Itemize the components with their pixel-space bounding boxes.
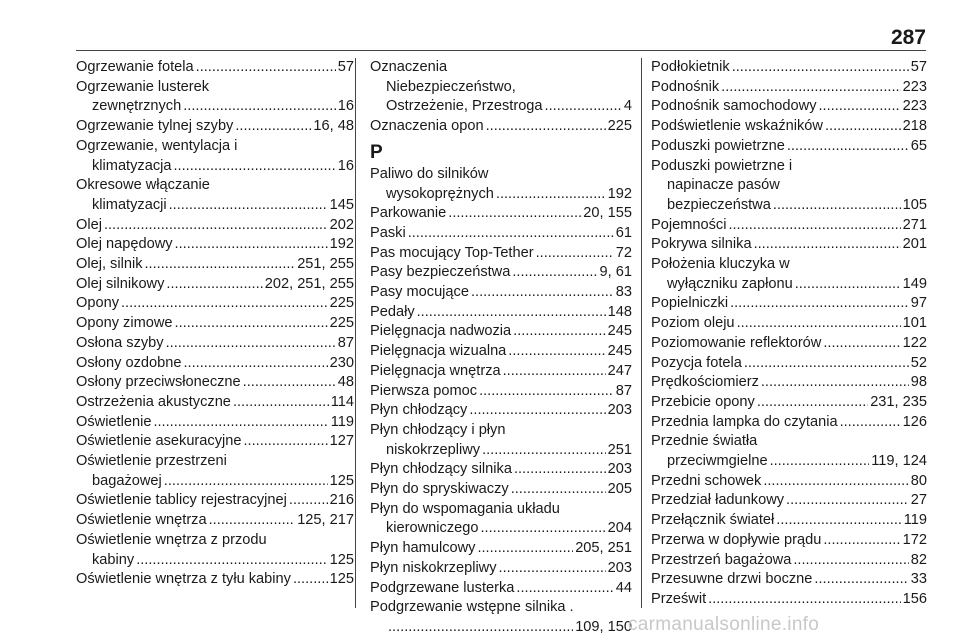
index-entry xyxy=(76,452,354,491)
index-term: Olej napędowy xyxy=(76,236,173,253)
dot-leader xyxy=(469,401,605,421)
page-reference: 9, 61 xyxy=(599,264,632,281)
index-entry xyxy=(651,78,927,98)
page-reference: 172 xyxy=(902,531,927,548)
index-entry xyxy=(651,255,927,294)
dot-leader xyxy=(823,334,900,354)
index-term: Pielęgnacja wizualna xyxy=(370,343,507,360)
index-entry xyxy=(370,224,632,244)
index-term: Przednie światła xyxy=(651,433,758,450)
dot-leader xyxy=(757,393,868,413)
index-term: zewnętrznych xyxy=(92,98,182,115)
page-reference: 119 xyxy=(330,413,354,430)
page-reference: 202, 251, 255 xyxy=(264,275,354,292)
page-reference: 223 xyxy=(902,98,927,115)
dot-leader xyxy=(136,551,327,571)
index-term: Oświetlenie xyxy=(76,413,152,430)
index-entry xyxy=(370,598,632,637)
index-term: Pedały xyxy=(370,303,415,320)
page-reference: 245 xyxy=(607,323,632,340)
dot-leader xyxy=(479,382,614,402)
index-entry xyxy=(370,362,632,382)
dot-leader xyxy=(819,97,901,117)
page-reference: 16 xyxy=(337,98,354,115)
index-term: Ostrzeżenia akustyczne xyxy=(76,393,231,410)
dot-leader xyxy=(121,294,328,314)
index-column-1 xyxy=(76,58,354,614)
index-term: Pasy mocujące xyxy=(370,284,469,301)
index-term: Ogrzewanie lusterek xyxy=(76,78,210,95)
dot-leader xyxy=(728,216,900,236)
index-term: Ogrzewanie tylnej szyby xyxy=(76,118,234,135)
index-entry xyxy=(76,334,354,354)
page-reference: 225 xyxy=(607,118,632,135)
dot-leader xyxy=(289,491,328,511)
index-term: Pierwsza pomoc xyxy=(370,382,478,399)
index-entry xyxy=(76,176,354,215)
dot-leader xyxy=(763,472,908,492)
index-term: niskokrzepliwy xyxy=(386,441,481,458)
page-reference: 52 xyxy=(910,354,927,371)
index-term: Pasy bezpieczeństwa xyxy=(370,264,511,281)
dot-leader xyxy=(786,491,909,511)
page-reference: 97 xyxy=(910,295,927,312)
page-reference: 72 xyxy=(615,244,632,261)
index-term: klimatyzacji xyxy=(92,196,167,213)
header-rule xyxy=(76,50,926,51)
dot-leader xyxy=(737,314,901,334)
dot-leader xyxy=(754,235,901,255)
index-term: Paliwo do silników xyxy=(370,165,489,182)
column-divider xyxy=(641,58,642,608)
page-reference: 4 xyxy=(623,98,632,115)
index-term: Przebicie opony xyxy=(651,393,755,410)
page-reference: 80 xyxy=(910,472,927,489)
index-entry xyxy=(76,413,354,433)
dot-leader xyxy=(773,196,901,216)
index-entry xyxy=(76,255,354,275)
index-entry xyxy=(651,491,927,511)
page-reference: 192 xyxy=(607,185,632,202)
index-term: Pojemności xyxy=(651,216,727,233)
page-reference: 218 xyxy=(902,118,927,135)
index-entry xyxy=(76,275,354,295)
index-term: Płyn do spryskiwaczy xyxy=(370,481,509,498)
dot-leader xyxy=(744,354,909,374)
page-reference: 65 xyxy=(910,137,927,154)
index-term: Podłokietnik xyxy=(651,59,730,75)
index-entry xyxy=(370,579,632,599)
dot-leader xyxy=(104,216,328,236)
index-entry xyxy=(370,500,632,539)
index-entry xyxy=(651,137,927,157)
index-entry xyxy=(651,373,927,393)
index-term: Płyn do wspomagania układu xyxy=(370,500,560,517)
dot-leader xyxy=(511,480,606,500)
index-entry xyxy=(370,460,632,480)
index-term: Oznaczenia xyxy=(370,59,448,75)
index-entry xyxy=(651,590,927,610)
page-reference: 192 xyxy=(329,236,354,253)
dot-leader xyxy=(730,294,909,314)
page-reference: 16, 48 xyxy=(313,118,354,135)
index-entry xyxy=(76,511,354,531)
page-reference: 119 xyxy=(903,512,927,529)
index-entry xyxy=(370,322,632,342)
dot-leader xyxy=(293,570,328,590)
dot-leader xyxy=(183,354,327,374)
index-term: Okresowe włączanie xyxy=(76,177,210,194)
page-reference: 203 xyxy=(607,461,632,478)
index-entry xyxy=(651,157,927,216)
index-term: Przestrzeń bagażowa xyxy=(651,551,792,568)
dot-leader xyxy=(164,472,328,492)
dot-leader xyxy=(480,519,605,539)
dot-leader xyxy=(388,618,573,638)
dot-leader xyxy=(770,452,870,472)
page-reference: 109, 150 xyxy=(575,618,632,635)
index-entry xyxy=(370,263,632,283)
index-term: kabiny xyxy=(92,551,135,568)
page-reference: 148 xyxy=(607,303,632,320)
page-reference: 48 xyxy=(337,374,354,391)
page-reference: 231, 235 xyxy=(870,393,927,410)
index-entry xyxy=(651,314,927,334)
index-term: Ogrzewanie fotela xyxy=(76,59,194,75)
index-term: kierowniczego xyxy=(386,520,479,537)
page-reference: 101 xyxy=(902,315,927,332)
page-reference: 82 xyxy=(910,551,927,568)
index-entry xyxy=(76,373,354,393)
dot-leader xyxy=(503,362,606,382)
page-reference: 57 xyxy=(337,59,354,75)
page-reference: 223 xyxy=(902,78,927,95)
page-reference: 145 xyxy=(329,196,354,213)
page-reference: 16 xyxy=(337,157,354,174)
dot-leader xyxy=(793,551,908,571)
page-number: 287 xyxy=(890,26,926,49)
dot-leader xyxy=(795,275,901,295)
index-term: klimatyzacja xyxy=(92,157,172,174)
index-entry xyxy=(651,294,927,314)
index-term: Oświetlenie wnętrza xyxy=(76,512,207,529)
dot-leader xyxy=(761,373,909,393)
index-term: Położenia kluczyka w xyxy=(651,256,790,273)
index-entry xyxy=(370,165,632,204)
dot-leader xyxy=(512,263,597,283)
page-reference: 126 xyxy=(902,413,927,430)
index-entry xyxy=(76,137,354,176)
dot-leader xyxy=(823,531,900,551)
index-entry xyxy=(76,216,354,236)
index-term: Pozycja fotela xyxy=(651,354,742,371)
page-reference: 225 xyxy=(329,315,354,332)
dot-leader xyxy=(417,303,606,323)
page-reference: 83 xyxy=(615,284,632,301)
index-term: Przerwa w dopływie prądu xyxy=(651,531,822,548)
index-entry xyxy=(370,204,632,224)
index-entry xyxy=(651,97,927,117)
index-term: Płyn hamulcowy xyxy=(370,540,476,557)
page-reference: 271 xyxy=(902,216,927,233)
index-column-3 xyxy=(651,58,927,614)
index-term: Olej xyxy=(76,216,102,233)
page-reference: 230 xyxy=(329,354,354,371)
index-term: Osłony przeciwsłoneczne xyxy=(76,374,241,391)
index-term: Oświetlenie asekuracyjne xyxy=(76,433,242,450)
index-entry xyxy=(651,117,927,137)
page-reference: 44 xyxy=(615,579,632,596)
index-term: Przednia lampka do czytania xyxy=(651,413,838,430)
page-reference: 205, 251 xyxy=(575,540,632,557)
index-term: Prześwit xyxy=(651,590,707,607)
index-term: Olej silnikowy xyxy=(76,275,165,292)
index-term: Płyn chłodzący i płyn xyxy=(370,421,506,438)
index-term: Oświetlenie przestrzeni xyxy=(76,453,227,470)
index-term: Osłony ozdobne xyxy=(76,354,182,371)
index-entry xyxy=(76,531,354,570)
dot-leader xyxy=(235,117,311,137)
index-term: Opony xyxy=(76,295,119,312)
index-entry xyxy=(370,117,632,137)
watermark-text: carmanualsonline.info xyxy=(628,614,820,635)
index-entry xyxy=(370,480,632,500)
dot-leader xyxy=(708,590,901,610)
index-term: Poziom oleju xyxy=(651,315,735,332)
index-term: wysokoprężnych xyxy=(386,185,494,202)
page-reference: 87 xyxy=(615,382,632,399)
index-entry xyxy=(370,342,632,362)
dot-leader xyxy=(166,334,336,354)
index-term: Podnośnik samochodowy xyxy=(651,98,817,115)
page-reference: 202 xyxy=(329,216,354,233)
index-term: Podgrzewanie wstępne silnika . xyxy=(370,599,574,616)
index-term: Płyn chłodzący xyxy=(370,402,468,419)
page-reference: 216 xyxy=(329,492,354,509)
dot-leader xyxy=(545,97,622,117)
dot-leader xyxy=(175,235,328,255)
index-entry xyxy=(651,511,927,531)
dot-leader xyxy=(183,97,336,117)
index-entry xyxy=(651,58,927,78)
column-divider xyxy=(355,58,356,608)
page-reference: 114 xyxy=(330,393,354,410)
index-term: Przesuwne drzwi boczne xyxy=(651,571,813,588)
index-term: przeciwmgielne xyxy=(667,453,768,470)
index-entry xyxy=(76,58,354,78)
index-term: Opony zimowe xyxy=(76,315,173,332)
index-term: Pielęgnacja nadwozia xyxy=(370,323,512,340)
index-entry xyxy=(370,303,632,323)
index-entry xyxy=(651,531,927,551)
index-entry xyxy=(76,78,354,117)
dot-leader xyxy=(482,441,606,461)
dot-leader xyxy=(243,432,327,452)
index-term: Płyn chłodzący silnika xyxy=(370,461,512,478)
dot-leader xyxy=(169,196,328,216)
index-entry xyxy=(76,570,354,590)
page-reference: 61 xyxy=(615,224,632,241)
index-entry xyxy=(76,314,354,334)
dot-leader xyxy=(166,275,262,295)
page-reference: 125 xyxy=(329,571,354,588)
index-term: Płyn niskokrzepliwy xyxy=(370,559,497,576)
dot-leader xyxy=(408,224,614,244)
index-term: Oświetlenie tablicy rejestracyjnej xyxy=(76,492,287,509)
page-reference: 98 xyxy=(910,374,927,391)
index-term: Paski xyxy=(370,224,406,241)
index-term: Popielniczki xyxy=(651,295,729,312)
page-reference: 119, 124 xyxy=(871,453,927,470)
dot-leader xyxy=(477,539,573,559)
index-entry xyxy=(651,235,927,255)
index-term: Olej, silnik xyxy=(76,256,143,273)
index-entry xyxy=(76,117,354,137)
index-entry xyxy=(651,570,927,590)
index-term: Poziomowanie reflektorów xyxy=(651,334,822,351)
index-entry xyxy=(651,216,927,236)
page-reference: 245 xyxy=(607,343,632,360)
page-reference: 122 xyxy=(902,334,927,351)
index-entry xyxy=(370,559,632,579)
index-entry xyxy=(651,432,927,471)
section-letter: P xyxy=(370,141,383,163)
dot-leader xyxy=(196,58,336,78)
dot-leader xyxy=(153,413,328,433)
index-entry xyxy=(651,354,927,374)
index-term: Przedział ładunkowy xyxy=(651,492,785,509)
page-reference: 127 xyxy=(329,433,354,450)
index-entry xyxy=(370,421,632,460)
page-reference: 204 xyxy=(607,520,632,537)
page-reference: 87 xyxy=(337,334,354,351)
dot-leader xyxy=(840,413,901,433)
page-reference: 125, 217 xyxy=(297,512,354,529)
index-term: Pokrywa silnika xyxy=(651,236,752,253)
index-term: Osłona szyby xyxy=(76,334,164,351)
index-term: Pas mocujący Top-Tether xyxy=(370,244,534,261)
index-entry xyxy=(651,413,927,433)
dot-leader xyxy=(471,283,614,303)
dot-leader xyxy=(209,511,296,531)
index-entry xyxy=(76,491,354,511)
page-reference: 251, 255 xyxy=(297,256,354,273)
index-term: napinacze pasów xyxy=(667,177,780,194)
index-entry xyxy=(651,393,927,413)
page-reference: 201 xyxy=(902,236,927,253)
index-column-2 xyxy=(370,58,632,635)
dot-leader xyxy=(825,117,901,137)
index-entry xyxy=(76,294,354,314)
index-entry xyxy=(651,472,927,492)
index-term: wyłączniku zapłonu xyxy=(667,275,793,292)
page-reference: 205 xyxy=(607,481,632,498)
page-reference: 27 xyxy=(910,492,927,509)
index-entry xyxy=(370,539,632,559)
page-reference: 33 xyxy=(910,571,927,588)
index-entry xyxy=(370,401,632,421)
dot-leader xyxy=(243,373,336,393)
dot-leader xyxy=(732,58,909,78)
dot-leader xyxy=(508,342,605,362)
index-term: Niebezpieczeństwo, xyxy=(386,78,516,95)
index-entry xyxy=(76,393,354,413)
page-reference: 203 xyxy=(607,402,632,419)
dot-leader xyxy=(814,570,908,590)
index-term: Przedni schowek xyxy=(651,472,762,489)
dot-leader xyxy=(496,185,606,205)
page-reference: 247 xyxy=(607,362,632,379)
dot-leader xyxy=(233,393,329,413)
index-term: bagażowej xyxy=(92,472,162,489)
page-reference: 105 xyxy=(902,196,927,213)
index-term: Parkowanie xyxy=(370,205,447,222)
index-term: Ogrzewanie, wentylacja i xyxy=(76,137,238,154)
index-entry xyxy=(370,58,632,117)
index-entry xyxy=(651,334,927,354)
index-term: Oświetlenie wnętrza z tyłu kabiny xyxy=(76,571,291,588)
dot-leader xyxy=(173,157,335,177)
dot-leader xyxy=(721,78,900,98)
page-reference: 149 xyxy=(902,275,927,292)
page-reference: 20, 155 xyxy=(583,205,632,222)
dot-leader xyxy=(787,137,909,157)
dot-leader xyxy=(516,579,613,599)
index-entry xyxy=(76,235,354,255)
page-reference: 156 xyxy=(902,590,927,607)
index-term: Podświetlenie wskaźników xyxy=(651,118,823,135)
page-reference: 125 xyxy=(329,551,354,568)
page-reference: 57 xyxy=(910,59,927,75)
index-entry xyxy=(370,382,632,402)
index-entry xyxy=(76,354,354,374)
index-term: Podgrzewane lusterka xyxy=(370,579,515,596)
index-term: Przełącznik świateł xyxy=(651,512,775,529)
index-term: Ostrzeżenie, Przestroga xyxy=(386,98,543,115)
index-entry xyxy=(651,551,927,571)
dot-leader xyxy=(513,322,605,342)
dot-leader xyxy=(776,511,901,531)
page-reference: 225 xyxy=(329,295,354,312)
dot-leader xyxy=(499,559,606,579)
page-reference: 125 xyxy=(329,472,354,489)
index-term: Pielęgnacja wnętrza xyxy=(370,362,501,379)
index-entry xyxy=(370,244,632,264)
index-term: Oświetlenie wnętrza z przodu xyxy=(76,531,267,548)
dot-leader xyxy=(145,255,296,275)
index-term: Poduszki powietrzne xyxy=(651,137,785,154)
index-term: Oznaczenia opon xyxy=(370,118,484,135)
index-term: bezpieczeństwa xyxy=(667,196,771,213)
dot-leader xyxy=(536,244,614,264)
index-entry xyxy=(76,432,354,452)
index-term: Poduszki powietrzne i xyxy=(651,157,793,174)
dot-leader xyxy=(514,460,606,480)
index-term: Podnośnik xyxy=(651,78,720,95)
index-entry xyxy=(370,283,632,303)
page-reference: 203 xyxy=(607,559,632,576)
index-term: Prędkościomierz xyxy=(651,374,759,391)
dot-leader xyxy=(486,117,606,137)
dot-leader xyxy=(175,314,328,334)
dot-leader xyxy=(448,204,581,224)
page-reference: 251 xyxy=(607,441,632,458)
